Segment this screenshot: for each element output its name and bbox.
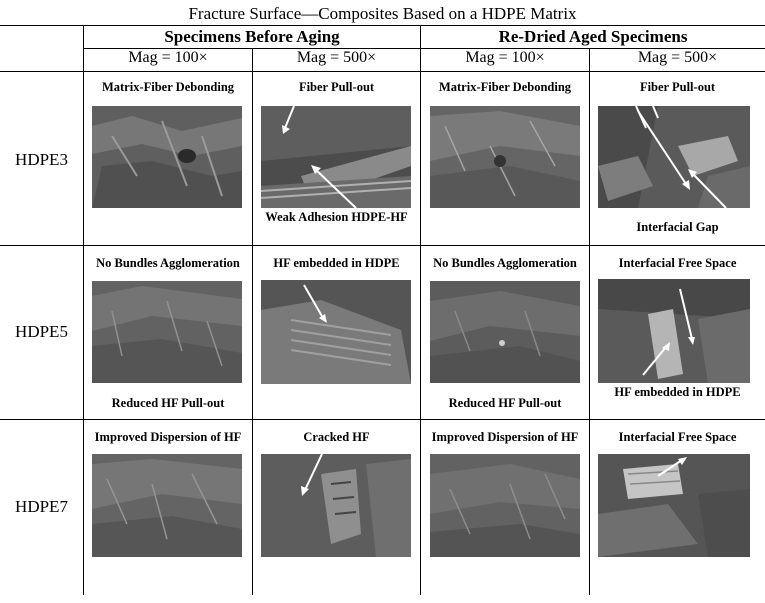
caption-top: No Bundles Agglomeration xyxy=(433,256,577,270)
header-rule xyxy=(0,71,765,72)
caption-bottom: Weak Adhesion HDPE-HF xyxy=(265,210,408,224)
sem-micrograph xyxy=(261,106,411,208)
sem-micrograph xyxy=(598,454,750,557)
mag-header: Mag = 500× xyxy=(637,49,718,66)
caption-top: Improved Dispersion of HF xyxy=(431,430,579,444)
caption-top: Matrix-Fiber Debonding xyxy=(438,80,572,94)
caption-top: Improved Dispersion of HF xyxy=(94,430,242,444)
mag-header: Mag = 100× xyxy=(465,49,545,66)
sem-micrograph xyxy=(261,280,411,384)
row-rule-1 xyxy=(0,245,765,246)
figure-title: Fracture Surface—Composites Based on a HDPE Matrix xyxy=(188,4,577,23)
top-rule xyxy=(0,25,765,26)
sem-micrograph xyxy=(598,106,750,208)
col-rule-0 xyxy=(83,25,84,595)
caption-top: Interfacial Free Space xyxy=(618,256,737,270)
caption-top: Interfacial Free Space xyxy=(618,430,737,444)
caption-bottom: Interfacial Gap xyxy=(636,220,719,234)
sem-micrograph xyxy=(430,106,580,208)
row-label-hdpe5: HDPE5 xyxy=(15,322,68,341)
row-label-hdpe7: HDPE7 xyxy=(15,497,68,516)
group-header-re-dried: Re-Dried Aged Specimens xyxy=(498,27,688,46)
mag-header: Mag = 100× xyxy=(128,49,208,66)
caption-top: No Bundles Agglomeration xyxy=(96,256,240,270)
col-rule-2 xyxy=(420,25,421,595)
col-rule-3 xyxy=(589,48,590,595)
caption-bottom: Reduced HF Pull-out xyxy=(448,396,562,410)
sem-micrograph xyxy=(261,454,411,557)
mag-header: Mag = 500× xyxy=(296,49,377,66)
caption-top: Fiber Pull-out xyxy=(639,80,716,94)
sem-micrograph xyxy=(92,454,242,557)
col-rule-1 xyxy=(252,48,253,595)
sem-micrograph xyxy=(430,454,580,557)
caption-bottom: HF embedded in HDPE xyxy=(614,385,741,399)
caption-top: Fiber Pull-out xyxy=(298,80,375,94)
sem-micrograph xyxy=(92,281,242,383)
caption-top: HF embedded in HDPE xyxy=(273,256,400,270)
sem-micrograph xyxy=(430,281,580,383)
group-header-before-aging: Specimens Before Aging xyxy=(164,27,340,46)
sem-micrograph xyxy=(92,106,242,208)
caption-top: Matrix-Fiber Debonding xyxy=(101,80,235,94)
caption-bottom: Reduced HF Pull-out xyxy=(111,396,225,410)
row-rule-2 xyxy=(0,419,765,420)
sem-micrograph xyxy=(598,279,750,383)
caption-top: Cracked HF xyxy=(303,430,370,444)
row-label-hdpe3: HDPE3 xyxy=(15,150,68,169)
